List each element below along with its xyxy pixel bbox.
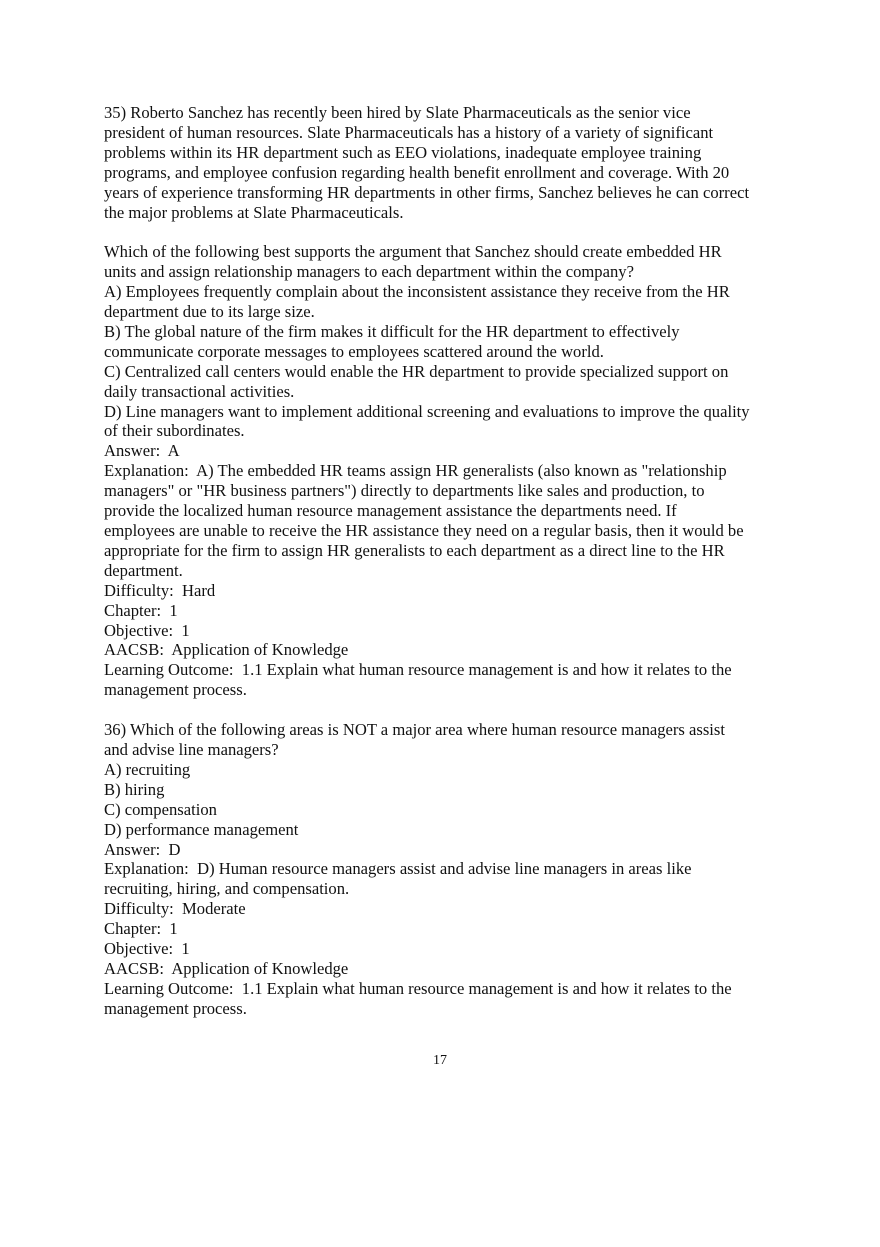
explanation-line: employees are unable to receive the HR assistance they need on a regular basis, then it would be — [104, 521, 744, 541]
question-35-scenario — [104, 103, 794, 222]
question-35-stem — [104, 242, 794, 282]
question-35-explanation — [104, 461, 794, 580]
option-line: B) hiring — [104, 779, 165, 799]
question-gap — [104, 700, 794, 720]
chapter-line: Chapter: 1 — [104, 600, 178, 620]
question-36-explanation — [104, 859, 794, 899]
option-line: D) performance management — [104, 819, 299, 839]
scenario-line: president of human resources. Slate Pharmaceuticals has a history of a variety of significant — [104, 122, 714, 142]
question-35 — [104, 103, 794, 700]
option-line: C) Centralized call centers would enable the HR department to provide specialized support on — [104, 361, 729, 381]
option-line: D) Line managers want to implement additional screening and evaluations to improve the quality — [104, 401, 750, 421]
explanation-line: managers" or "HR business partners") directly to departments like sales and production, to — [104, 481, 705, 501]
question-line: and advise line managers? — [104, 739, 279, 759]
question-36 — [104, 720, 794, 1019]
difficulty-line: Difficulty: Hard — [104, 580, 216, 600]
option-line: C) compensation — [104, 799, 217, 819]
question-line: units and assign relationship managers to each department within the company? — [104, 262, 634, 282]
explanation-line: provide the localized human resource management assistance the departments need. If — [104, 501, 677, 521]
scenario-line: programs, and employee confusion regarding health benefit enrollment and coverage. With 20 — [104, 162, 730, 182]
question-36-options — [104, 760, 794, 840]
learning-outcome-line: Learning Outcome: 1.1 Explain what human resource management is and how it relates to the — [104, 978, 732, 998]
scenario-line: the major problems at Slate Pharmaceuticals. — [104, 202, 404, 222]
page-number: 17 — [433, 1053, 447, 1068]
scenario-line: problems within its HR department such as EEO violations, inadequate employee training — [104, 142, 702, 162]
explanation-line: recruiting, hiring, and compensation. — [104, 879, 350, 899]
option-line: department due to its large size. — [104, 302, 315, 322]
option-line: communicate corporate messages to employees scattered around the world. — [104, 341, 604, 361]
explanation-line: Explanation: A) The embedded HR teams assign HR generalists (also known as "relationship — [104, 461, 727, 481]
difficulty-line: Difficulty: Moderate — [104, 899, 246, 919]
explanation-line: department. — [104, 560, 183, 580]
aacsb-line: AACSB: Application of Knowledge — [104, 640, 349, 660]
explanation-line: Explanation: D) Human resource managers assist and advise line managers in areas like — [104, 859, 692, 879]
explanation-line: appropriate for the firm to assign HR generalists to each department as a direct line to the HR — [104, 540, 725, 560]
aacsb-line: AACSB: Application of Knowledge — [104, 958, 349, 978]
answer-line: Answer: A — [104, 441, 180, 461]
option-line: daily transactional activities. — [104, 381, 295, 401]
question-36-stem — [104, 720, 794, 760]
scenario-line: 35) Roberto Sanchez has recently been hired by Slate Pharmaceuticals as the senior vice — [104, 103, 691, 122]
option-line: A) Employees frequently complain about the inconsistent assistance they receive from the HR — [104, 282, 730, 302]
option-line: A) recruiting — [104, 759, 191, 779]
learning-outcome-line: management process. — [104, 998, 247, 1018]
page-content — [104, 103, 794, 1019]
option-line: B) The global nature of the firm makes it difficult for the HR department to effectively — [104, 321, 680, 341]
learning-outcome-line: Learning Outcome: 1.1 Explain what human resource management is and how it relates to the — [104, 660, 732, 680]
paragraph-gap — [104, 222, 794, 242]
scenario-line: years of experience transforming HR departments in other firms, Sanchez believes he can correct — [104, 182, 750, 202]
question-line: 36) Which of the following areas is NOT a major area where human resource managers assist — [104, 720, 725, 740]
learning-outcome-line: management process. — [104, 680, 247, 700]
question-line: Which of the following best supports the argument that Sanchez should create embedded HR — [104, 242, 722, 262]
question-35-options — [104, 282, 794, 441]
chapter-line: Chapter: 1 — [104, 919, 178, 939]
objective-line: Objective: 1 — [104, 939, 190, 959]
option-line: of their subordinates. — [104, 421, 245, 441]
objective-line: Objective: 1 — [104, 620, 190, 640]
answer-line: Answer: D — [104, 839, 181, 859]
